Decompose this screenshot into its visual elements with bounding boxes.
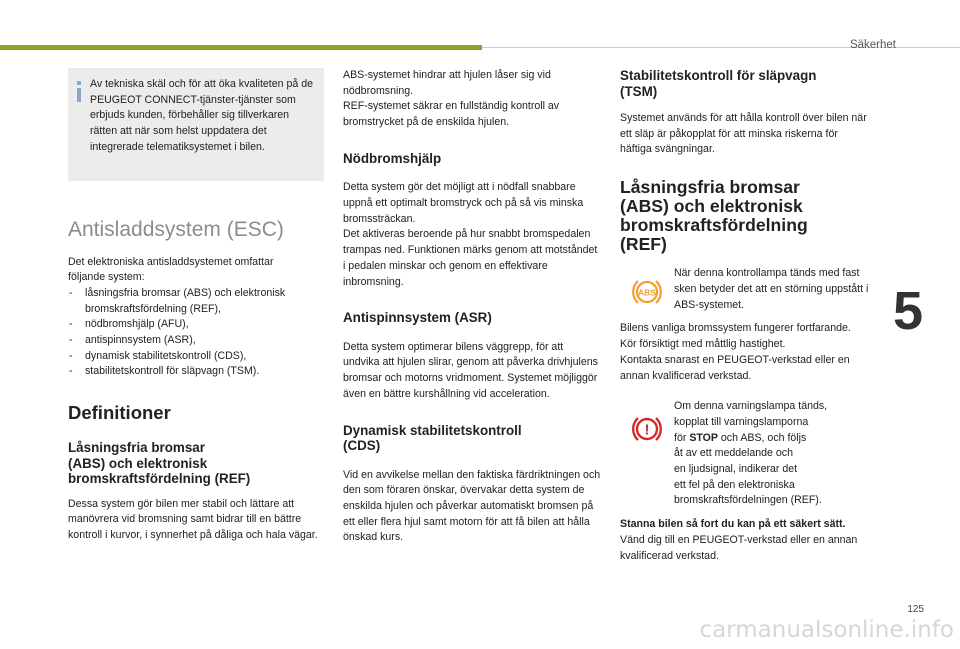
abs-lamp-row (620, 266, 870, 313)
list-item: - dynamisk stabilitetskontroll (CDS), (68, 349, 324, 365)
section-label: Säkerhet (849, 39, 896, 51)
watermark: carmanualsonline.info (699, 617, 954, 643)
text-line: åt av ett meddelande och (674, 447, 793, 460)
title-line: (CDS) (343, 438, 381, 454)
text-line: Om denna varningslampa tänds, (674, 400, 828, 413)
abs-icon-label: ABS (638, 287, 656, 298)
abs-text-line: ABS-systemet hindrar att hjulen låser sig vid (343, 69, 551, 81)
afu-text: Detta system gör det möjligt att i nödfall snabbare uppnå ett optimalt bromstryck och på så vis minska bromssträckan. (343, 181, 584, 225)
brake-warning-icon (630, 412, 664, 446)
title-line: (ABS) och elektronisk (68, 455, 208, 471)
ref-warning-text (674, 399, 827, 509)
text-segment: för (674, 431, 690, 444)
title-line: (ABS) och elektronisk (620, 195, 803, 216)
text-segment: och ABS, och följs (717, 431, 807, 444)
text-line (674, 431, 827, 447)
title-line: (TSM) (620, 83, 658, 99)
text-line: ett fel på den elektroniska (674, 478, 795, 491)
abs-definition-text: Dessa system gör bilen mer stabil och lättare att manövrera vid bromsning samt bidrar till en bättre kontroll i kurvor, i synnerhet på dåliga och hala vägar. (68, 497, 318, 542)
title-line: Låsningsfria bromsar (68, 440, 205, 456)
asr-text: Detta system optimerar bilens väggrepp, för att undvika att hjulen slirar, genom att påverka drivhjulens bromsar och motorns vridmoment. Systemet möjliggör även en bättre kurshållning vid acceleration. (343, 340, 598, 400)
text-line: bromskraftsfördelningen (REF). (674, 494, 822, 507)
text-line: en ljudsignal, indikerar det (674, 463, 798, 476)
abs-normal-text: Bilens vanliga bromssystem fungerer fortfarande. Kör försiktigt med måttlig hastighet. (620, 322, 851, 351)
workshop-instruction: Vänd dig till en PEUGEOT-verkstad eller en annan kvalificerad verkstad. (620, 533, 858, 562)
title-line: bromskraftsfördelning (REF) (68, 471, 251, 487)
cds-text: Vid en avvikelse mellan den faktiska färdriktningen och den som föraren önskar, övervakar detta system de enskilda hjulen och påverkar automatiskt bromsen på ett eller flera hjul samt motorn för att få bilen att hålla önskad kurs. (343, 468, 601, 544)
middle-column (343, 68, 601, 546)
title-line: Låsningsfria bromsar (620, 177, 800, 198)
esc-intro-line: följande system: (68, 271, 145, 284)
info-box (68, 68, 324, 181)
left-column (68, 68, 324, 544)
tsm-title (620, 68, 870, 99)
afu-text: Det aktiveras beroende på hur snabbt bromspedalen trampas ned. Funktionen märks genom att motståndet i pedalen minskar och genom en effektivare inbromsning. (343, 228, 598, 288)
abs-text-line: nödbromsning. (343, 84, 414, 97)
ref-text-line: bromstrycket på de enskilda hjulen. (343, 116, 510, 129)
afu-title: Nödbromshjälp (343, 150, 442, 166)
abs-contact-text: Kontakta snarast en PEUGEOT-verkstad eller en annan kvalificerad verkstad. (620, 353, 850, 382)
stop-instruction: Stanna bilen så fort du kan på ett säkert sätt. (620, 518, 846, 531)
stop-keyword: STOP (689, 431, 718, 444)
list-item: - låsningsfria bromsar (ABS) och elektronisk bromskraftsfördelning (REF), (68, 286, 324, 317)
esc-title: Antisladdsystem (ESC) (68, 217, 284, 241)
esc-list (68, 286, 324, 380)
definitions-title: Definitioner (68, 402, 171, 424)
page-number: 125 (907, 604, 924, 615)
title-line: (REF) (620, 233, 667, 254)
list-item: - nödbromshjälp (AFU), (68, 317, 324, 333)
list-item: - antispinnsystem (ASR), (68, 333, 324, 349)
title-line: bromskraftsfördelning (620, 214, 808, 235)
chapter-number: 5 (893, 281, 924, 341)
ref-warning-row (620, 399, 870, 509)
abs-lamp-text: När denna kontrollampa tänds med fast sken betyder det att en störning uppstått i ABS-systemet. (674, 267, 869, 311)
list-item: - stabilitetskontroll för släpvagn (TSM). (68, 364, 324, 380)
tsm-text: Systemet används för att hålla kontroll över bilen när ett släp är påkopplat för att minska riskerna för häftiga svängningar. (620, 112, 867, 156)
text-line: kopplat till varningslamporna (674, 415, 809, 428)
header-accent-bar (0, 45, 482, 50)
abs-warning-icon (630, 275, 664, 309)
asr-title: Antispinnsystem (ASR) (343, 310, 492, 326)
ref-text-line: REF-systemet säkrar en fullständig kontroll av (343, 100, 560, 113)
cds-title (343, 423, 601, 454)
info-box-text: Av tekniska skäl och för att öka kvaliteten på de PEUGEOT CONNECT-tjänster-tjänster som erbjuds kunden, förbehåller sig tillverkaren rätten att när som helst uppdatera det integrerade telematiksystemet i bilen. (90, 78, 313, 153)
title-line: Dynamisk stabilitetskontroll (343, 422, 522, 438)
title-line: Stabilitetskontroll för släpvagn (620, 68, 817, 83)
esc-intro-line: Det elektroniska antisladdsystemet omfattar (68, 255, 274, 268)
abs-definition-title (68, 440, 324, 487)
abs-ref-title (620, 178, 870, 253)
warning-icon-label: ! (644, 421, 650, 439)
info-icon (76, 81, 82, 102)
right-column (620, 68, 870, 564)
